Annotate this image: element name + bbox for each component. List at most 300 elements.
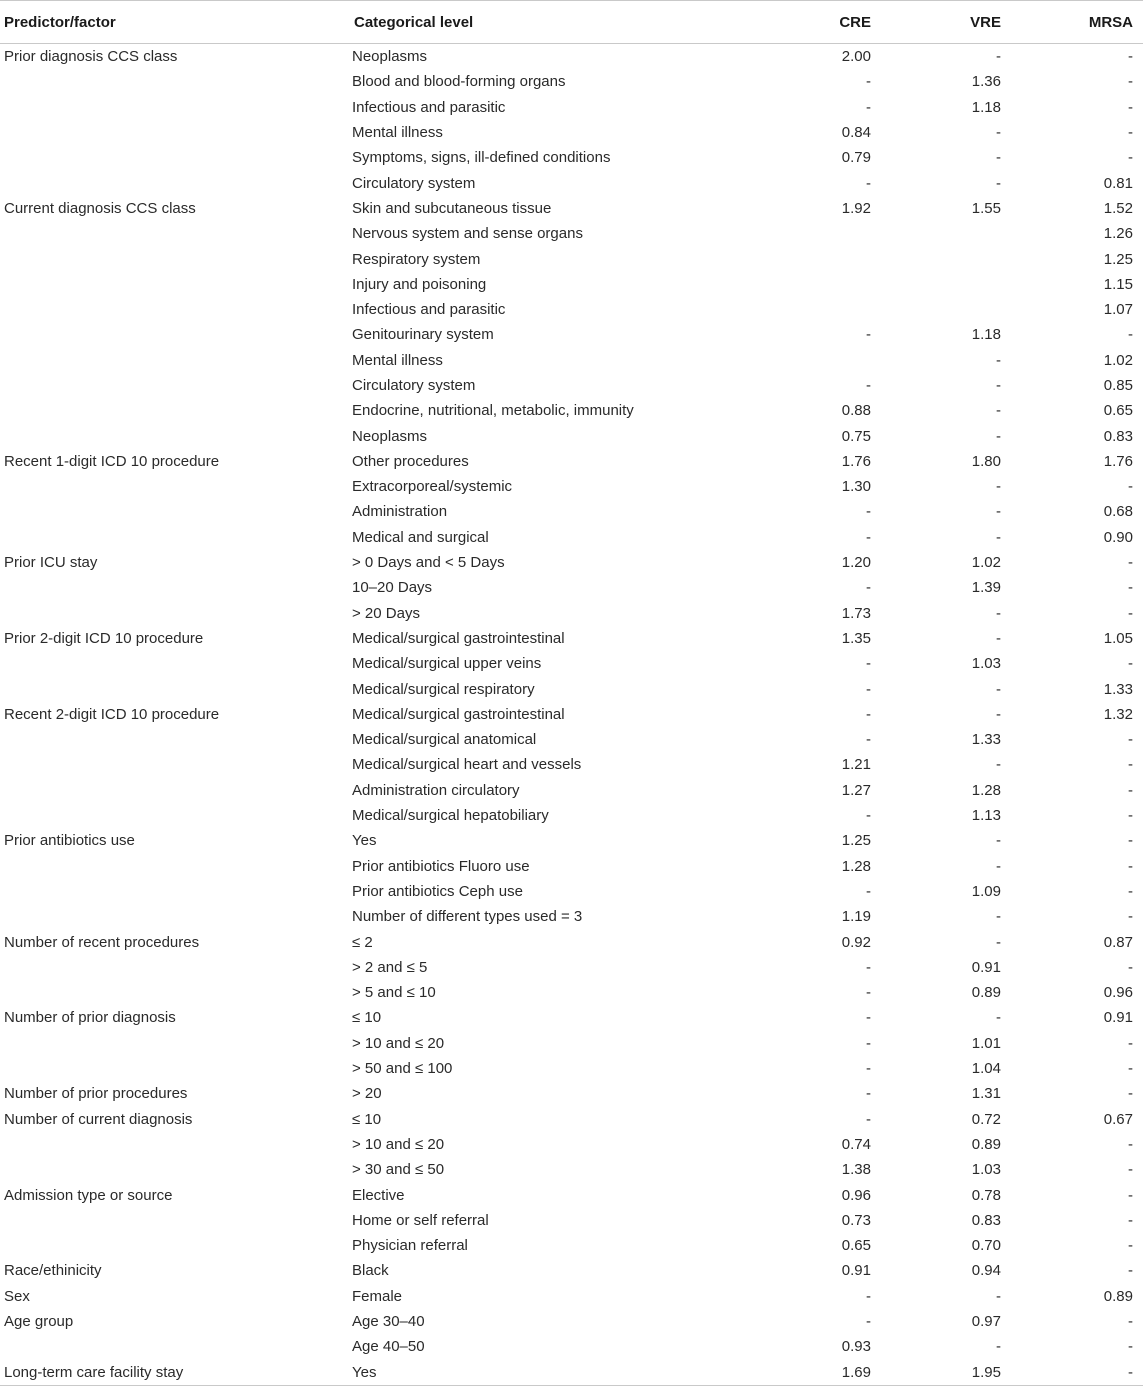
table-row <box>0 1208 1143 1233</box>
mrsa-cell: - <box>1128 73 1133 91</box>
vre-cell: - <box>996 124 1001 142</box>
category-cell: Endocrine, nutritional, metabolic, immunity <box>352 402 634 420</box>
category-cell: Age 40–50 <box>352 1338 425 1356</box>
mrsa-cell: - <box>1128 908 1133 926</box>
predictor-cell: Admission type or source <box>4 1186 173 1204</box>
cre-cell: - <box>866 731 871 749</box>
vre-cell: - <box>996 528 1001 546</box>
table-row <box>0 1157 1143 1182</box>
table-body <box>0 44 1143 1386</box>
category-cell: Blood and blood-forming organs <box>352 73 566 91</box>
cre-cell: 1.28 <box>841 857 871 875</box>
header-vre: VRE <box>881 1 1011 44</box>
mrsa-cell: - <box>1128 1262 1133 1280</box>
predictor-cell: Prior ICU stay <box>4 554 98 572</box>
category-cell: Yes <box>350 1359 770 1385</box>
predictor-cell <box>0 879 350 904</box>
vre-cell: 1.01 <box>971 1034 1001 1052</box>
category-cell: Number of different types used = 3 <box>352 908 583 926</box>
predictor-cell <box>0 1056 350 1081</box>
mrsa-cell: - <box>1128 149 1133 167</box>
table-row <box>0 1359 1143 1385</box>
cre-cell: 0.91 <box>841 1262 871 1280</box>
mrsa-cell: 0.83 <box>1103 427 1133 445</box>
table-row <box>0 702 1143 727</box>
vre-cell: 0.70 <box>971 1237 1001 1255</box>
header-categorical-level: Categorical level <box>350 1 770 44</box>
category-cell: Mental illness <box>352 124 443 142</box>
mrsa-cell: 0.90 <box>1103 528 1133 546</box>
cre-cell: - <box>866 579 871 597</box>
mrsa-cell: 1.07 <box>1103 301 1133 319</box>
mrsa-cell: - <box>1128 882 1133 900</box>
category-cell: > 50 and ≤ 100 <box>352 1060 453 1078</box>
category-cell: > 20 Days <box>352 604 420 622</box>
mrsa-cell: - <box>1128 857 1133 875</box>
table-row <box>0 499 1143 524</box>
table-row <box>0 322 1143 347</box>
cre-cell: 1.38 <box>841 1161 871 1179</box>
mrsa-cell: - <box>1128 48 1133 66</box>
category-cell: ≤ 10 <box>352 1110 382 1128</box>
mrsa-cell: - <box>1128 579 1133 597</box>
cre-cell: 1.73 <box>841 604 871 622</box>
category-cell: Prior antibiotics Fluoro use <box>352 857 530 875</box>
predictor-cell <box>0 575 350 600</box>
vre-cell: 1.02 <box>971 554 1001 572</box>
cre-cell: - <box>866 1060 871 1078</box>
mrsa-cell: - <box>1128 1237 1133 1255</box>
cre-cell: - <box>866 174 871 192</box>
cre-cell: - <box>866 1034 871 1052</box>
vre-cell: 1.03 <box>971 1161 1001 1179</box>
cre-cell: 0.84 <box>841 124 871 142</box>
mrsa-cell: - <box>1128 1312 1133 1330</box>
cre-cell: 2.00 <box>841 48 871 66</box>
vre-cell: - <box>996 857 1001 875</box>
predictor-cell <box>0 221 350 246</box>
cre-cell: 0.65 <box>841 1237 871 1255</box>
table-row <box>0 575 1143 600</box>
table-row <box>0 348 1143 373</box>
predictor-cell <box>0 373 350 398</box>
table-row <box>0 95 1143 120</box>
table-row <box>0 879 1143 904</box>
table-row <box>0 1081 1143 1106</box>
predictor-cell: Long-term care facility stay <box>0 1359 350 1385</box>
category-cell: Medical/surgical gastrointestinal <box>352 629 565 647</box>
predictor-cell <box>0 854 350 879</box>
mrsa-cell: - <box>1128 1338 1133 1356</box>
category-cell: Administration <box>352 503 448 521</box>
table-row <box>0 626 1143 651</box>
predictor-cell <box>0 398 350 423</box>
cre-cell: - <box>866 1085 871 1103</box>
table-row <box>0 929 1143 954</box>
predictor-cell <box>0 651 350 676</box>
vre-cell <box>881 246 1011 271</box>
predictor-cell: Prior diagnosis CCS class <box>4 48 178 66</box>
category-cell: Neoplasms <box>352 427 428 445</box>
predictor-cell <box>0 727 350 752</box>
vre-cell: 1.03 <box>971 655 1001 673</box>
mrsa-cell: - <box>1128 1186 1133 1204</box>
table-row <box>0 1258 1143 1283</box>
category-cell: > 10 and ≤ 20 <box>352 1034 445 1052</box>
predictor-cell <box>0 69 350 94</box>
vre-cell: 1.80 <box>971 452 1001 470</box>
table-row <box>0 398 1143 423</box>
predictor-cell: Number of prior procedures <box>4 1085 188 1103</box>
predictor-cell: Prior antibiotics use <box>4 832 135 850</box>
category-cell: Mental illness <box>352 351 443 369</box>
cre-cell: - <box>866 326 871 344</box>
mrsa-cell: 0.87 <box>1103 933 1133 951</box>
cre-cell: - <box>866 705 871 723</box>
mrsa-cell: - <box>1128 756 1133 774</box>
category-cell: Physician referral <box>352 1237 468 1255</box>
table-row <box>0 828 1143 853</box>
cre-cell: 0.88 <box>841 402 871 420</box>
table-row <box>0 550 1143 575</box>
predictor-cell <box>0 803 350 828</box>
vre-cell: 1.95 <box>881 1359 1011 1385</box>
category-cell: Medical/surgical heart and vessels <box>352 756 582 774</box>
cre-cell: 0.93 <box>841 1338 871 1356</box>
table-row <box>0 44 1143 70</box>
vre-cell: - <box>996 832 1001 850</box>
mrsa-cell: 0.68 <box>1103 503 1133 521</box>
table-row <box>0 1031 1143 1056</box>
category-cell: Home or self referral <box>352 1211 489 1229</box>
predictor-cell <box>0 904 350 929</box>
table-row <box>0 196 1143 221</box>
table-row <box>0 449 1143 474</box>
category-cell: ≤ 10 <box>352 1009 382 1027</box>
category-cell: Black <box>352 1262 389 1280</box>
table-row <box>0 1284 1143 1309</box>
table-row <box>0 1005 1143 1030</box>
cre-cell: 1.30 <box>841 478 871 496</box>
predictor-cell <box>0 778 350 803</box>
category-cell: Administration circulatory <box>352 781 520 799</box>
predictor-cell <box>0 120 350 145</box>
table-row <box>0 297 1143 322</box>
cre-cell: - <box>866 958 871 976</box>
predictor-cell <box>0 246 350 271</box>
table-row <box>0 727 1143 752</box>
mrsa-cell: 1.25 <box>1103 250 1133 268</box>
predictor-cell: Prior 2-digit ICD 10 procedure <box>4 629 204 647</box>
predictor-cell: Age group <box>4 1312 74 1330</box>
vre-cell: - <box>996 629 1001 647</box>
vre-cell: - <box>996 478 1001 496</box>
header-row <box>0 1 1143 44</box>
predictor-cell <box>0 601 350 626</box>
table-row <box>0 601 1143 626</box>
vre-cell: 1.39 <box>971 579 1001 597</box>
predictor-cell: Sex <box>4 1287 30 1305</box>
category-cell: Yes <box>352 832 377 850</box>
cre-cell: - <box>866 503 871 521</box>
predictor-cell <box>0 1157 350 1182</box>
predictor-cell <box>0 170 350 195</box>
cre-cell: 1.25 <box>841 832 871 850</box>
table-row <box>0 423 1143 448</box>
category-cell: > 0 Days and < 5 Days <box>352 554 505 572</box>
cre-cell: - <box>866 984 871 1002</box>
cre-cell: 1.35 <box>841 629 871 647</box>
vre-cell: - <box>996 1287 1001 1305</box>
predictor-cell: Current diagnosis CCS class <box>4 199 196 217</box>
cre-cell: 1.20 <box>841 554 871 572</box>
category-cell: Medical/surgical hepatobiliary <box>352 807 549 825</box>
vre-cell: 1.28 <box>971 781 1001 799</box>
category-cell: Medical/surgical respiratory <box>352 680 535 698</box>
vre-cell: - <box>996 705 1001 723</box>
cre-cell <box>770 272 881 297</box>
vre-cell: 0.97 <box>971 1312 1001 1330</box>
mrsa-cell: - <box>1128 124 1133 142</box>
cre-cell: - <box>866 98 871 116</box>
table-row <box>0 474 1143 499</box>
category-cell: Prior antibiotics Ceph use <box>352 882 523 900</box>
category-cell: Circulatory system <box>352 174 476 192</box>
vre-cell: 1.33 <box>971 731 1001 749</box>
category-cell: Medical/surgical anatomical <box>352 731 537 749</box>
predictor-cell <box>0 474 350 499</box>
table-row <box>0 120 1143 145</box>
mrsa-cell: 0.65 <box>1103 402 1133 420</box>
cre-cell: - <box>866 1312 871 1330</box>
cre-cell: 1.92 <box>841 199 871 217</box>
cre-cell: - <box>866 807 871 825</box>
category-cell: > 10 and ≤ 20 <box>352 1135 445 1153</box>
vre-cell: - <box>996 427 1001 445</box>
category-cell: Medical and surgical <box>352 528 489 546</box>
vre-cell: 1.55 <box>971 199 1001 217</box>
vre-cell: 0.78 <box>971 1186 1001 1204</box>
vre-cell: 1.13 <box>971 807 1001 825</box>
predictor-cell: Number of recent procedures <box>4 933 200 951</box>
vre-cell: - <box>996 1009 1001 1027</box>
cre-cell: - <box>866 528 871 546</box>
vre-cell: - <box>996 149 1001 167</box>
category-cell: > 30 and ≤ 50 <box>352 1161 445 1179</box>
vre-cell: 0.83 <box>971 1211 1001 1229</box>
mrsa-cell: - <box>1011 1359 1143 1385</box>
vre-cell: - <box>996 351 1001 369</box>
table-row <box>0 221 1143 246</box>
mrsa-cell: - <box>1128 1161 1133 1179</box>
mrsa-cell: 0.81 <box>1103 174 1133 192</box>
vre-cell: - <box>996 908 1001 926</box>
predictor-cell <box>0 525 350 550</box>
vre-cell: 1.04 <box>971 1060 1001 1078</box>
table-row <box>0 904 1143 929</box>
mrsa-cell: - <box>1128 1034 1133 1052</box>
category-cell: Elective <box>352 1186 405 1204</box>
mrsa-cell: 1.32 <box>1103 705 1133 723</box>
mrsa-cell: - <box>1128 98 1133 116</box>
category-cell: Extracorporeal/systemic <box>352 478 513 496</box>
mrsa-cell: 1.15 <box>1103 275 1133 293</box>
vre-cell: 1.18 <box>971 98 1001 116</box>
predictor-cell <box>0 1233 350 1258</box>
vre-cell: - <box>996 377 1001 394</box>
predictor-cell <box>0 297 350 322</box>
table-row <box>0 854 1143 879</box>
vre-cell: 0.91 <box>971 958 1001 976</box>
mrsa-cell: 0.89 <box>1103 1287 1133 1305</box>
cre-cell: 1.76 <box>841 452 871 470</box>
vre-cell: - <box>996 48 1001 66</box>
cre-cell: - <box>866 1009 871 1027</box>
table-row <box>0 1106 1143 1131</box>
table-row <box>0 373 1143 398</box>
predictor-cell <box>0 145 350 170</box>
mrsa-cell: - <box>1128 807 1133 825</box>
vre-cell: 0.72 <box>971 1110 1001 1128</box>
mrsa-cell: - <box>1128 554 1133 572</box>
mrsa-cell: - <box>1128 326 1133 344</box>
vre-cell: - <box>996 402 1001 420</box>
table-row <box>0 980 1143 1005</box>
predictor-cell: Race/ethinicity <box>4 1262 102 1280</box>
cre-cell <box>770 297 881 322</box>
mrsa-cell: - <box>1128 1060 1133 1078</box>
cre-cell: - <box>866 1287 871 1305</box>
table-row <box>0 752 1143 777</box>
table-row <box>0 1233 1143 1258</box>
category-cell: Nervous system and sense organs <box>352 225 583 243</box>
cre-cell: - <box>866 655 871 673</box>
predictor-cell <box>0 1031 350 1056</box>
category-cell: ≤ 2 <box>352 933 373 951</box>
category-cell: Neoplasms <box>352 48 428 66</box>
cre-cell: - <box>866 73 871 91</box>
mrsa-cell: - <box>1128 1085 1133 1103</box>
mrsa-cell: 0.67 <box>1103 1110 1133 1128</box>
table-row <box>0 525 1143 550</box>
category-cell: Respiratory system <box>352 250 481 268</box>
vre-cell: - <box>996 680 1001 698</box>
cre-cell: 0.96 <box>841 1186 871 1204</box>
table-row <box>0 69 1143 94</box>
vre-cell: - <box>996 503 1001 521</box>
vre-cell: 0.89 <box>971 984 1001 1002</box>
cre-cell: 1.27 <box>841 781 871 799</box>
predictor-cell: Number of prior diagnosis <box>4 1009 176 1027</box>
category-cell: > 20 <box>352 1085 382 1103</box>
predictor-cell <box>0 1132 350 1157</box>
predictor-cell <box>0 272 350 297</box>
category-cell: Medical/surgical upper veins <box>352 655 542 673</box>
cre-cell: 0.73 <box>841 1211 871 1229</box>
mrsa-cell: 1.76 <box>1103 452 1133 470</box>
mrsa-cell: - <box>1128 1135 1133 1153</box>
predictor-cell <box>0 423 350 448</box>
mrsa-cell: - <box>1128 478 1133 496</box>
table-row <box>0 1334 1143 1359</box>
cre-cell: 0.79 <box>841 149 871 167</box>
vre-cell: - <box>996 174 1001 192</box>
table-row <box>0 246 1143 271</box>
category-cell: Genitourinary system <box>352 326 494 344</box>
table-row <box>0 803 1143 828</box>
category-cell: Age 30–40 <box>352 1312 425 1330</box>
cre-cell: 1.19 <box>841 908 871 926</box>
mrsa-cell: 1.05 <box>1103 629 1133 647</box>
table-row <box>0 170 1143 195</box>
predictor-cell: Number of current diagnosis <box>4 1110 193 1128</box>
mrsa-cell: - <box>1128 1211 1133 1229</box>
category-cell: > 2 and ≤ 5 <box>352 958 428 976</box>
predictor-cell <box>0 752 350 777</box>
mrsa-cell: 1.33 <box>1103 680 1133 698</box>
predictor-cell <box>0 348 350 373</box>
mrsa-cell: - <box>1128 958 1133 976</box>
predictor-cell <box>0 1208 350 1233</box>
mrsa-cell: - <box>1128 655 1133 673</box>
header-cre: CRE <box>770 1 881 44</box>
cre-cell <box>770 221 881 246</box>
table-row <box>0 955 1143 980</box>
cre-cell: - <box>866 680 871 698</box>
table-row <box>0 1132 1143 1157</box>
table-row <box>0 651 1143 676</box>
vre-cell: - <box>996 756 1001 774</box>
predictor-cell <box>0 1334 350 1359</box>
vre-cell <box>881 221 1011 246</box>
predictor-cell <box>0 322 350 347</box>
cre-cell <box>770 348 881 373</box>
header-mrsa: MRSA <box>1011 1 1143 44</box>
mrsa-cell: - <box>1128 604 1133 622</box>
predictor-cell <box>0 95 350 120</box>
category-cell: Female <box>352 1287 403 1305</box>
vre-cell: 0.89 <box>971 1135 1001 1153</box>
category-cell: Skin and subcutaneous tissue <box>352 199 552 217</box>
cre-cell <box>770 246 881 271</box>
table-row <box>0 1182 1143 1207</box>
mrsa-cell: 0.85 <box>1103 377 1133 394</box>
vre-cell: - <box>996 1338 1001 1356</box>
mrsa-cell: 1.26 <box>1103 225 1133 243</box>
cre-cell: 0.74 <box>841 1135 871 1153</box>
vre-cell: 1.18 <box>971 326 1001 344</box>
vre-cell <box>881 272 1011 297</box>
cre-cell: 1.21 <box>841 756 871 774</box>
cre-cell: 0.75 <box>841 427 871 445</box>
category-cell: 10–20 Days <box>352 579 433 597</box>
vre-cell: 1.36 <box>971 73 1001 91</box>
category-cell: > 5 and ≤ 10 <box>352 984 436 1002</box>
predictor-cell: Recent 2-digit ICD 10 procedure <box>4 705 220 723</box>
mrsa-cell: 0.96 <box>1103 984 1133 1002</box>
mrsa-cell: - <box>1128 781 1133 799</box>
category-cell: Circulatory system <box>352 377 476 394</box>
mrsa-cell: - <box>1128 731 1133 749</box>
table-row <box>0 778 1143 803</box>
category-cell: Other procedures <box>352 452 469 470</box>
vre-cell <box>881 297 1011 322</box>
table-row <box>0 1309 1143 1334</box>
mrsa-cell: - <box>1128 832 1133 850</box>
table-row <box>0 1056 1143 1081</box>
predictor-cell <box>0 499 350 524</box>
category-cell: Infectious and parasitic <box>352 98 506 116</box>
